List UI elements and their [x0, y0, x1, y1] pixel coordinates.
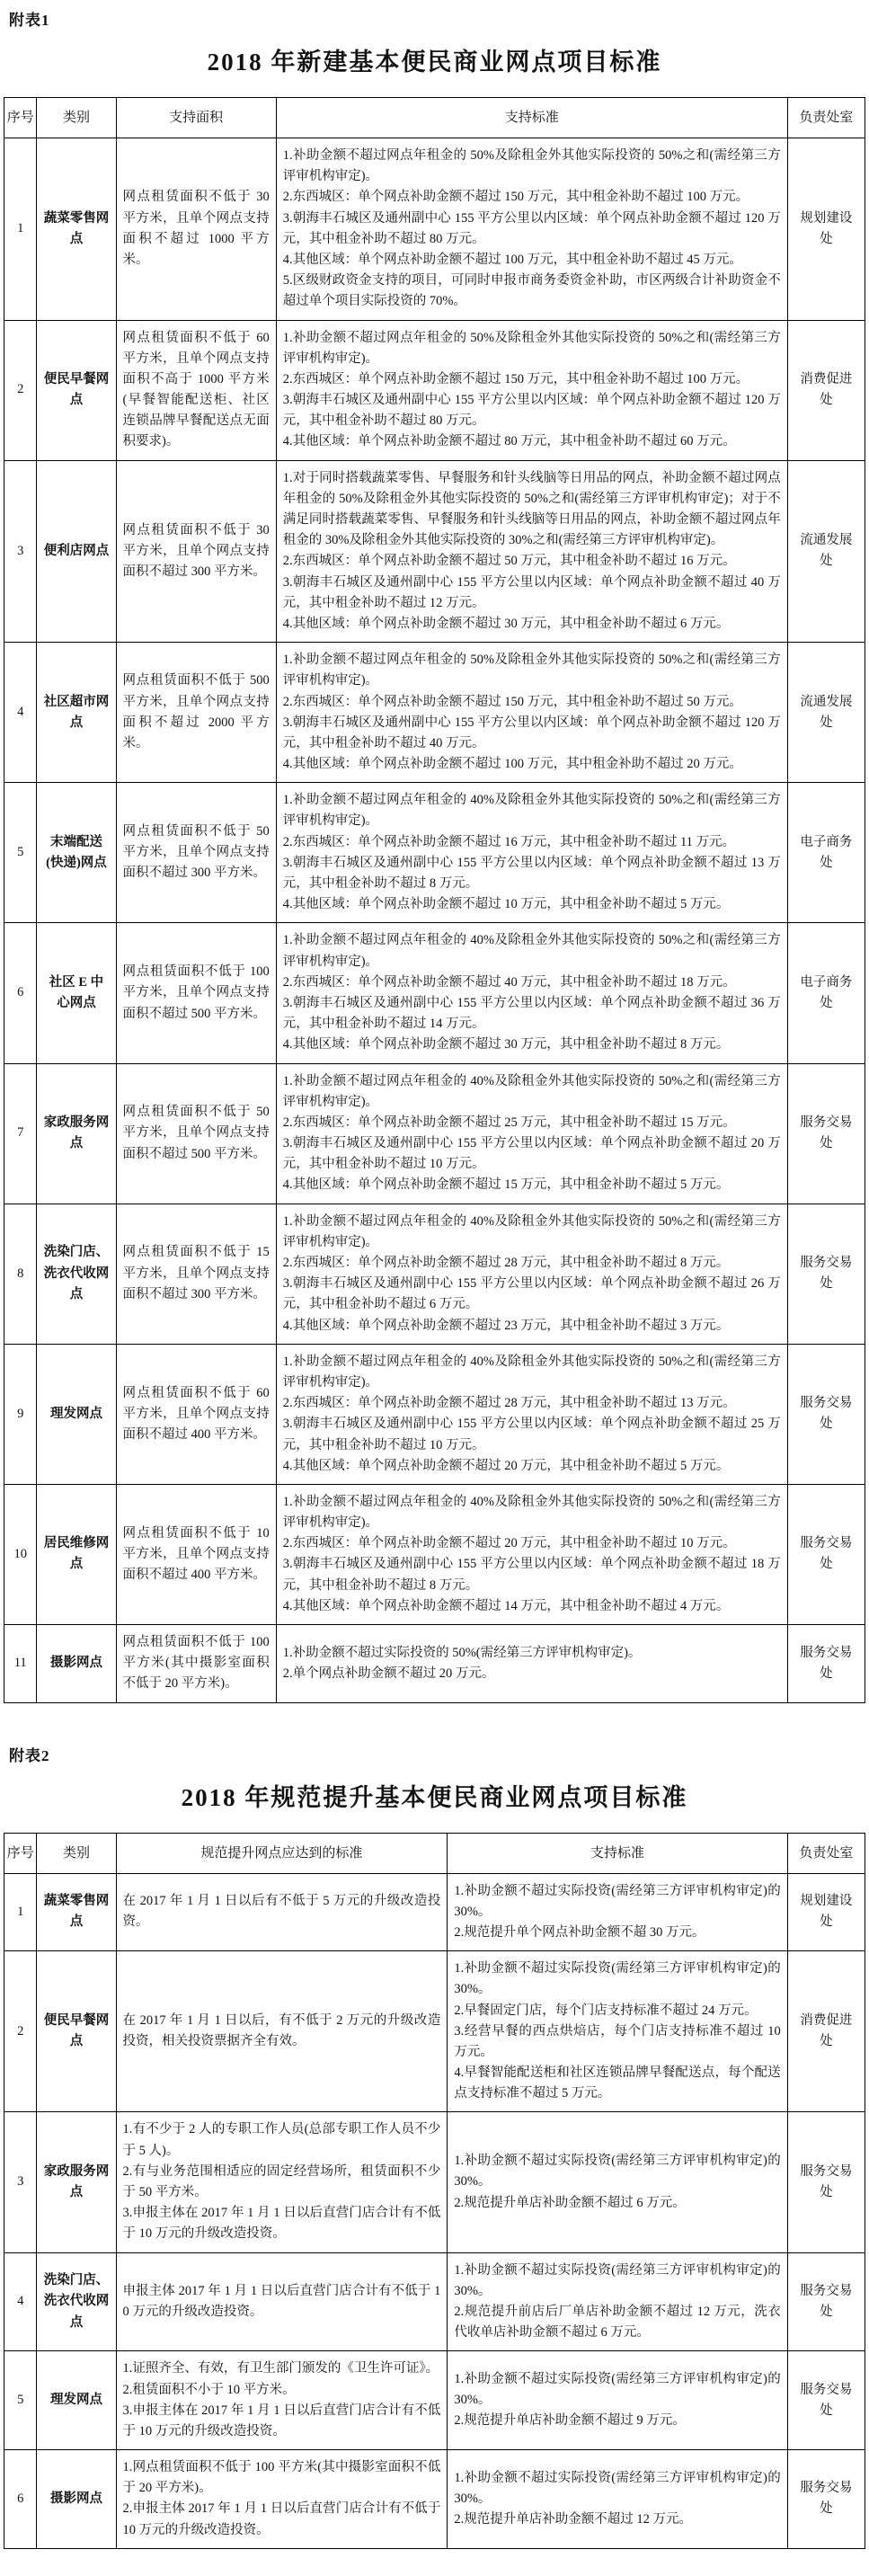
- cell-text-line: 网点租赁面积不低于 50 平方米，且单个网点支持面积不超过 300 平方米。: [122, 824, 270, 881]
- cell-text-line: 11: [13, 1656, 27, 1671]
- cell-text-line: 3.朝海丰石城区及通州副中心 155 平方公里以内区域：单个网点补助金额不超过 26 万元，其中租金补助不超过 6 万元。: [282, 1276, 781, 1312]
- cell-text-line: 3.朝海丰石城区及通州副中心 155 平方公里以内区域：单个网点补助金额不超过 120 万元，其中租金补助不超过 80 万元。: [282, 393, 781, 429]
- cell-text-line: 4.其他区域：单个网点补助金额不超过 30 万元，其中租金补助不超过 8 万元。: [282, 1037, 730, 1053]
- header-category: 类别: [37, 98, 116, 138]
- cell-text-line: 洗染门店、洗衣代收网点: [43, 1245, 110, 1301]
- category-cell: [37, 643, 116, 783]
- cell-text-line: 洗染门店、洗衣代收网点: [43, 2273, 110, 2330]
- cell-text-line: 5.区级财政资金支持的项目，可同时申报市商务委资金补助，市区两级合计补助资金不超过单个项目实际投资的 70%。: [282, 273, 781, 309]
- criteria-cell: [116, 2450, 448, 2549]
- cell-text-line: 1: [17, 221, 24, 236]
- header-upgrade-criteria: 规范提升网点应达到的标准: [116, 1833, 448, 1873]
- cell-text-line: 2.有与业务范围相适应的固定经营场所，租赁面积不少于 50 平方米。: [122, 2163, 441, 2199]
- serial-number-cell: [4, 2252, 37, 2351]
- cell-text-line: 2: [17, 2023, 24, 2039]
- cell-text-line: 网点租赁面积不低于 100 平方米，且单个网点支持面积不超过 500 平方米。: [122, 964, 270, 1021]
- support-standard-cell: [448, 1951, 787, 2112]
- table-row: [4, 2252, 865, 2351]
- serial-number-cell: [4, 1873, 37, 1951]
- cell-text-line: 服务交易处: [800, 2481, 853, 2517]
- department-cell: [787, 1625, 865, 1703]
- support-standard-cell: [276, 1204, 787, 1344]
- department-cell: [787, 1344, 865, 1484]
- cell-text-line: 6: [17, 985, 24, 1000]
- cell-text-line: 家政服务网点: [43, 2163, 110, 2199]
- category-cell: [37, 1484, 116, 1624]
- cell-text-line: 4.其他区域：单个网点补助金额不超过 15 万元，其中租金补助不超过 5 万元。: [282, 1177, 730, 1193]
- support-standard-cell: [276, 1063, 787, 1204]
- serial-number-cell: [4, 1344, 37, 1484]
- serial-number-cell: [4, 2112, 37, 2252]
- cell-text-line: 3.朝海丰石城区及通州副中心 155 平方公里以内区域：单个网点补助金额不超过 120 万元，其中租金补助不超过 40 万元。: [282, 715, 781, 751]
- support-standard-cell: [276, 1625, 787, 1703]
- cell-text-line: 1: [17, 1904, 24, 1919]
- cell-text-line: 网点租赁面积不低于 500 平方米，且单个网点支持面积不超过 2000 平方米。: [122, 673, 270, 751]
- department-cell: [787, 460, 865, 643]
- department-cell: [787, 2112, 865, 2252]
- serial-number-cell: [4, 2450, 37, 2549]
- table-row: [4, 2450, 865, 2549]
- cell-text-line: 5: [17, 2393, 24, 2408]
- cell-text-line: 在 2017 年 1 月 1 日以后有不低于 5 万元的升级改造投资。: [122, 1894, 441, 1930]
- category-cell: [37, 2252, 116, 2351]
- department-cell: [787, 1204, 865, 1344]
- cell-text-line: 2.规范提升单店补助金额不超过 6 万元。: [454, 2195, 686, 2210]
- table-row: [4, 2112, 865, 2252]
- department-cell: [787, 2450, 865, 2549]
- cell-text-line: 摄影网点: [49, 1656, 102, 1671]
- cell-text-line: 2.东西城区：单个网点补助金额不超过 40 万元，其中租金补助不超过 18 万元。: [282, 974, 736, 990]
- cell-text-line: 1.补助金额不超过网点年租金的 40%及除租金外其他实际投资的 50%之和(需经第三方评审机构审定)。: [282, 793, 781, 829]
- cell-text-line: 理发网点: [49, 2393, 102, 2408]
- cell-text-line: 4.其他区域：单个网点补助金额不超过 10 万元，其中租金补助不超过 5 万元。: [282, 897, 730, 912]
- department-cell: [787, 2252, 865, 2351]
- table2-header-row: [4, 1833, 865, 1873]
- cell-text-line: 4.其他区域：单个网点补助金额不超过 80 万元，其中租金补助不超过 60 万元。: [282, 434, 736, 449]
- cell-text-line: 4: [17, 705, 24, 720]
- cell-text-line: 4: [17, 2294, 24, 2309]
- cell-text-line: 家政服务网点: [43, 1115, 110, 1151]
- cell-text-line: 1.补助金额不超过实际投资(需经第三方评审机构审定)的 30%。: [454, 2371, 781, 2408]
- cell-text-line: 3.朝海丰石城区及通州副中心 155 平方公里以内区域：单个网点补助金额不超过 13 万元，其中租金补助不超过 8 万元。: [282, 855, 781, 891]
- serial-number-cell: [4, 2351, 37, 2450]
- cell-text-line: 1.补助金额不超过实际投资(需经第三方评审机构审定)的 30%。: [454, 1961, 781, 1997]
- criteria-cell: [116, 643, 276, 783]
- table-row: [4, 460, 865, 643]
- cell-text-line: 3.申报主体在 2017 年 1 月 1 日以后直营门店合计有不低于 10 万元的升级改造投资。: [122, 2206, 441, 2242]
- category-cell: [37, 138, 116, 321]
- cell-text-line: 3.朝海丰石城区及通州副中心 155 平方公里以内区域：单个网点补助金额不超过 25 万元，其中租金补助不超过 10 万元。: [282, 1417, 781, 1452]
- cell-text-line: 便利店网点: [43, 543, 110, 558]
- table1: [4, 97, 865, 1703]
- category-cell: [37, 923, 116, 1063]
- department-cell: [787, 1063, 865, 1204]
- header-serial-number: 序号: [4, 98, 37, 138]
- department-cell: [787, 1873, 865, 1951]
- table1-label: 附表1: [9, 12, 50, 29]
- cell-text-line: 2.规范提升前店后厂单店补助金额不超过 12 万元，洗衣代收单店补助金额不超过 6 万元。: [454, 2304, 781, 2341]
- cell-text-line: 1.证照齐全、有效，有卫生部门颁发的《卫生许可证》。: [122, 2361, 439, 2376]
- support-standard-cell: [276, 460, 787, 643]
- criteria-cell: [116, 1063, 276, 1204]
- cell-text-line: 1.补助金额不超过实际投资(需经第三方评审机构审定)的 30%。: [454, 2154, 781, 2190]
- criteria-cell: [116, 1204, 276, 1344]
- cell-text-line: 社区超市网点: [43, 694, 110, 730]
- criteria-cell: [116, 1873, 448, 1951]
- cell-text-line: 1.补助金额不超过网点年租金的 50%及除租金外其他实际投资的 50%之和(需经第三方评审机构审定)。: [282, 148, 781, 184]
- cell-text-line: 摄影网点: [49, 2491, 102, 2506]
- department-cell: [787, 783, 865, 923]
- support-standard-cell: [448, 2351, 787, 2450]
- table-row: [4, 1484, 865, 1624]
- cell-text-line: 网点租赁面积不低于 100 平方米(其中摄影室面积不低于 20 平方米)。: [122, 1635, 270, 1692]
- support-standard-cell: [276, 923, 787, 1063]
- cell-text-line: 社区 E 中心网点: [49, 974, 104, 1010]
- table2-title: 2018 年规范提升基本便民商业网点项目标准: [181, 1783, 688, 1811]
- header-support-standard: 支持标准: [448, 1833, 787, 1873]
- cell-text-line: 1.补助金额不超过实际投资的 50%(需经第三方评审机构审定)。: [282, 1645, 642, 1660]
- cell-text-line: 2.东西城区：单个网点补助金额不超过 150 万元，其中租金补助不超过 50 万元。: [282, 694, 742, 709]
- category-cell: [37, 460, 116, 643]
- serial-number-cell: [4, 783, 37, 923]
- cell-text-line: 申报主体 2017 年 1 月 1 日以后直营门店合计有不低于 10 万元的升级改造投资。: [122, 2283, 441, 2319]
- cell-text-line: 网点租赁面积不低于 30 平方米，且单个网点支持面积不超过 300 平方米。: [122, 522, 270, 579]
- table-row: [4, 2351, 865, 2450]
- cell-text-line: 蔬菜零售网点: [43, 210, 110, 246]
- support-standard-cell: [448, 1873, 787, 1951]
- cell-text-line: 服务交易处: [800, 1645, 853, 1681]
- table-row: [4, 643, 865, 783]
- cell-text-line: 规划建设处: [800, 1894, 853, 1930]
- cell-text-line: 末端配送(快递)网点: [46, 834, 107, 870]
- cell-text-line: 服务交易处: [800, 2382, 853, 2418]
- category-cell: [37, 2450, 116, 2549]
- cell-text-line: 9: [17, 1406, 24, 1421]
- cell-text-line: 4.其他区域：单个网点补助金额不超过 20 万元，其中租金补助不超过 5 万元。: [282, 1458, 730, 1473]
- table-row: [4, 783, 865, 923]
- cell-text-line: 服务交易处: [800, 1256, 853, 1292]
- header-support-standard: 支持标准: [276, 98, 787, 138]
- department-cell: [787, 138, 865, 321]
- cell-text-line: 2.规范提升单店补助金额不超过 12 万元。: [454, 2512, 692, 2527]
- cell-text-line: 2.单个网点补助金额不超过 20 万元。: [282, 1666, 495, 1681]
- cell-text-line: 2.东西城区：单个网点补助金额不超过 25 万元，其中租金补助不超过 15 万元。: [282, 1115, 736, 1130]
- category-cell: [37, 2351, 116, 2450]
- cell-text-line: 1.补助金额不超过网点年租金的 40%及除租金外其他实际投资的 50%之和(需经第三方评审机构审定)。: [282, 1073, 781, 1109]
- category-cell: [37, 1625, 116, 1703]
- cell-text-line: 消费促进处: [800, 371, 853, 408]
- department-cell: [787, 1484, 865, 1624]
- cell-text-line: 3.朝海丰石城区及通州副中心 155 平方公里以内区域：单个网点补助金额不超过 40 万元，其中租金补助不超过 12 万元。: [282, 574, 781, 610]
- criteria-cell: [116, 1484, 276, 1624]
- cell-text-line: 服务交易处: [800, 1115, 853, 1151]
- cell-text-line: 2.东西城区：单个网点补助金额不超过 20 万元，其中租金补助不超过 10 万元。: [282, 1536, 736, 1551]
- cell-text-line: 2.规范提升单个网点补助金额不超 30 万元。: [454, 1924, 705, 1940]
- table-row: [4, 1951, 865, 2112]
- serial-number-cell: [4, 1484, 37, 1624]
- category-cell: [37, 1344, 116, 1484]
- support-standard-cell: [276, 1344, 787, 1484]
- table-row: [4, 1873, 865, 1951]
- cell-text-line: 网点租赁面积不低于 60 平方米，且单个网点支持面积不高于 1000 平方米(早餐智能配送柜、社区连锁品牌早餐配送点无面积要求)。: [122, 330, 270, 449]
- cell-text-line: 流通发展处: [800, 694, 853, 730]
- support-standard-cell: [276, 643, 787, 783]
- cell-text-line: 理发网点: [49, 1406, 102, 1421]
- cell-text-line: 2.东西城区：单个网点补助金额不超过 28 万元，其中租金补助不超过 8 万元。: [282, 1256, 730, 1270]
- serial-number-cell: [4, 643, 37, 783]
- criteria-cell: [116, 2112, 448, 2252]
- cell-text-line: 4.早餐智能配送柜和社区连锁品牌早餐配送点，每个配送点支持标准不超过 5 万元。: [454, 2065, 781, 2101]
- cell-text-line: 3.经营早餐的西点烘焙店，每个门店支持标准不超过 10 万元。: [454, 2023, 781, 2059]
- criteria-cell: [116, 783, 276, 923]
- cell-text-line: 4.其他区域：单个网点补助金额不超过 100 万元，其中租金补助不超过 45 万元。: [282, 252, 742, 267]
- cell-text-line: 服务交易处: [800, 1396, 853, 1432]
- cell-text-line: 服务交易处: [800, 2163, 853, 2199]
- cell-text-line: 2.东西城区：单个网点补助金额不超过 150 万元，其中租金补助不超过 100 万元。: [282, 190, 749, 205]
- serial-number-cell: [4, 460, 37, 643]
- table1-title: 2018 年新建基本便民商业网点项目标准: [207, 49, 662, 76]
- cell-text-line: 2.东西城区：单个网点补助金额不超过 28 万元，其中租金补助不超过 13 万元。: [282, 1396, 736, 1411]
- category-cell: [37, 1204, 116, 1344]
- cell-text-line: 居民维修网点: [43, 1536, 110, 1572]
- cell-text-line: 网点租赁面积不低于 60 平方米，且单个网点支持面积不超过 400 平方米。: [122, 1385, 270, 1442]
- cell-text-line: 网点租赁面积不低于 10 平方米，且单个网点支持面积不超过 400 平方米。: [122, 1525, 270, 1583]
- cell-text-line: 消费促进处: [800, 2013, 853, 2049]
- serial-number-cell: [4, 1951, 37, 2112]
- criteria-cell: [116, 1951, 448, 2112]
- header-support-area: 支持面积: [116, 98, 276, 138]
- cell-text-line: 2.东西城区：单个网点补助金额不超过 150 万元，其中租金补助不超过 100 万元。: [282, 371, 749, 386]
- category-cell: [37, 320, 116, 460]
- support-standard-cell: [276, 1484, 787, 1624]
- header-department: 负责处室: [787, 1833, 865, 1873]
- cell-text-line: 3.朝海丰石城区及通州副中心 155 平方公里以内区域：单个网点补助金额不超过 18 万元，其中租金补助不超过 8 万元。: [282, 1557, 781, 1593]
- cell-text-line: 服务交易处: [800, 2283, 853, 2319]
- cell-text-line: 6: [17, 2491, 24, 2506]
- header-department: 负责处室: [787, 98, 865, 138]
- table-row: [4, 1344, 865, 1484]
- cell-text-line: 2.申报主体 2017 年 1 月 1 日以后直营门店合计有不低于 10 万元的升级改造投资。: [122, 2501, 441, 2537]
- criteria-cell: [116, 1344, 276, 1484]
- criteria-cell: [116, 2252, 448, 2351]
- cell-text-line: 3: [17, 2174, 24, 2190]
- category-cell: [37, 2112, 116, 2252]
- cell-text-line: 1.补助金额不超过网点年租金的 40%及除租金外其他实际投资的 50%之和(需经第三方评审机构审定)。: [282, 1354, 781, 1390]
- cell-text-line: 1.补助金额不超过网点年租金的 50%及除租金外其他实际投资的 50%之和(需经第三方评审机构审定)。: [282, 330, 781, 366]
- cell-text-line: 2: [17, 382, 24, 397]
- cell-text-line: 蔬菜零售网点: [43, 1894, 110, 1930]
- cell-text-line: 电子商务处: [800, 974, 853, 1010]
- serial-number-cell: [4, 1204, 37, 1344]
- header-serial-number: 序号: [4, 1833, 37, 1873]
- cell-text-line: 1.补助金额不超过网点年租金的 50%及除租金外其他实际投资的 50%之和(需经第三方评审机构审定)。: [282, 653, 781, 688]
- cell-text-line: 2.早餐固定门店，每个门店支持标准不超过 24 万元。: [454, 2003, 758, 2018]
- table1-header-row: [4, 98, 865, 138]
- cell-text-line: 2.租赁面积不小于 10 平方米。: [122, 2382, 296, 2397]
- cell-text-line: 1.补助金额不超过实际投资(需经第三方评审机构审定)的 30%。: [454, 1883, 781, 1919]
- support-standard-cell: [276, 138, 787, 321]
- category-cell: [37, 1951, 116, 2112]
- serial-number-cell: [4, 320, 37, 460]
- criteria-cell: [116, 320, 276, 460]
- cell-text-line: 3.朝海丰石城区及通州副中心 155 平方公里以内区域：单个网点补助金额不超过 20 万元，其中租金补助不超过 10 万元。: [282, 1136, 781, 1172]
- cell-text-line: 便民早餐网点: [43, 2013, 110, 2049]
- cell-text-line: 1.有不少于 2 人的专职工作人员(总部专职工作人员不少于 5 人)。: [122, 2122, 441, 2158]
- table-row: [4, 1625, 865, 1703]
- criteria-cell: [116, 460, 276, 643]
- cell-text-line: 5: [17, 845, 24, 860]
- category-cell: [37, 783, 116, 923]
- support-standard-cell: [448, 2450, 787, 2549]
- cell-text-line: 7: [17, 1125, 24, 1141]
- cell-text-line: 4.其他区域：单个网点补助金额不超过 100 万元，其中租金补助不超过 20 万元。: [282, 757, 742, 772]
- department-cell: [787, 1951, 865, 2112]
- cell-text-line: 8: [17, 1266, 24, 1281]
- table2: [4, 1833, 865, 2549]
- serial-number-cell: [4, 1063, 37, 1204]
- table-row: [4, 923, 865, 1063]
- support-standard-cell: [276, 783, 787, 923]
- cell-text-line: 网点租赁面积不低于 30 平方米，且单个网点支持面积不超过 1000 平方米。: [122, 190, 270, 267]
- support-standard-cell: [448, 2112, 787, 2252]
- table-row: [4, 138, 865, 321]
- table-row: [4, 1063, 865, 1204]
- cell-text-line: 3.朝海丰石城区及通州副中心 155 平方公里以内区域：单个网点补助金额不超过 36 万元，其中租金补助不超过 14 万元。: [282, 995, 781, 1032]
- criteria-cell: [116, 2351, 448, 2450]
- cell-text-line: 网点租赁面积不低于 15 平方米，且单个网点支持面积不超过 300 平方米。: [122, 1245, 270, 1301]
- criteria-cell: [116, 138, 276, 321]
- cell-text-line: 2.东西城区：单个网点补助金额不超过 16 万元，其中租金补助不超过 11 万元。: [282, 834, 736, 849]
- cell-text-line: 1.网点租赁面积不低于 100 平方米(其中摄影室面积不低于 20 平方米)。: [122, 2460, 441, 2496]
- cell-text-line: 1.补助金额不超过网点年租金的 40%及除租金外其他实际投资的 50%之和(需经第三方评审机构审定)。: [282, 1494, 781, 1531]
- cell-text-line: 1.补助金额不超过网点年租金的 40%及除租金外其他实际投资的 50%之和(需经第三方评审机构审定)。: [282, 1213, 781, 1249]
- cell-text-line: 4.其他区域：单个网点补助金额不超过 14 万元，其中租金补助不超过 4 万元。: [282, 1598, 730, 1613]
- cell-text-line: 2.东西城区：单个网点补助金额不超过 50 万元，其中租金补助不超过 16 万元。: [282, 554, 736, 569]
- cell-text-line: 3.朝海丰石城区及通州副中心 155 平方公里以内区域：单个网点补助金额不超过 120 万元，其中租金补助不超过 80 万元。: [282, 210, 781, 246]
- department-cell: [787, 643, 865, 783]
- tables-divider-gap: [4, 1703, 865, 1741]
- cell-text-line: 4.其他区域：单个网点补助金额不超过 23 万元，其中租金补助不超过 3 万元。: [282, 1318, 730, 1333]
- header-category: 类别: [37, 1833, 116, 1873]
- cell-text-line: 网点租赁面积不低于 50 平方米，且单个网点支持面积不超过 500 平方米。: [122, 1105, 270, 1161]
- department-cell: [787, 923, 865, 1063]
- cell-text-line: 3: [17, 543, 24, 558]
- category-cell: [37, 1063, 116, 1204]
- cell-text-line: 4.其他区域：单个网点补助金额不超过 30 万元，其中租金补助不超过 6 万元。: [282, 616, 730, 631]
- table-row: [4, 1204, 865, 1344]
- cell-text-line: 1.补助金额不超过网点年租金的 40%及除租金外其他实际投资的 50%之和(需经第三方评审机构审定)。: [282, 933, 781, 969]
- cell-text-line: 1.补助金额不超过实际投资(需经第三方评审机构审定)的 30%。: [454, 2262, 781, 2298]
- table2-label: 附表2: [9, 1746, 50, 1764]
- criteria-cell: [116, 923, 276, 1063]
- cell-text-line: 1.补助金额不超过实际投资(需经第三方评审机构审定)的 30%。: [454, 2470, 781, 2506]
- cell-text-line: 10: [13, 1546, 27, 1561]
- cell-text-line: 在 2017 年 1 月 1 日以后，有不低于 2 万元的升级改造投资，相关投资票据齐全有效。: [122, 2013, 441, 2049]
- cell-text-line: 3.申报主体在 2017 年 1 月 1 日以后直营门店合计有不低于 10 万元的升级改造投资。: [122, 2403, 441, 2438]
- serial-number-cell: [4, 138, 37, 321]
- criteria-cell: [116, 1625, 276, 1703]
- cell-text-line: 2.规范提升单店补助金额不超过 9 万元。: [454, 2413, 686, 2429]
- cell-text-line: 规划建设处: [800, 210, 853, 246]
- support-standard-cell: [448, 2252, 787, 2351]
- department-cell: [787, 320, 865, 460]
- support-standard-cell: [276, 320, 787, 460]
- cell-text-line: 流通发展处: [800, 533, 853, 569]
- serial-number-cell: [4, 923, 37, 1063]
- cell-text-line: 1.对于同时搭载蔬菜零售、早餐服务和针头线脑等日用品的网点，补助金额不超过网点年租金的 50%及除租金外其他实际投资的 50%之和(需经第三方评审机构审定)；对于不满足同时搭载蔬菜零售、早餐服务和针头线脑等日用品的网点，补助金额不超过网点年租金的 30%及除租金外其他实际投资的 30%之和(需经第三方评审机构审定)。: [282, 470, 781, 548]
- serial-number-cell: [4, 1625, 37, 1703]
- table-row: [4, 320, 865, 460]
- cell-text-line: 电子商务处: [800, 834, 853, 870]
- cell-text-line: 便民早餐网点: [43, 371, 110, 408]
- cell-text-line: 服务交易处: [800, 1536, 853, 1572]
- category-cell: [37, 1873, 116, 1951]
- department-cell: [787, 2351, 865, 2450]
